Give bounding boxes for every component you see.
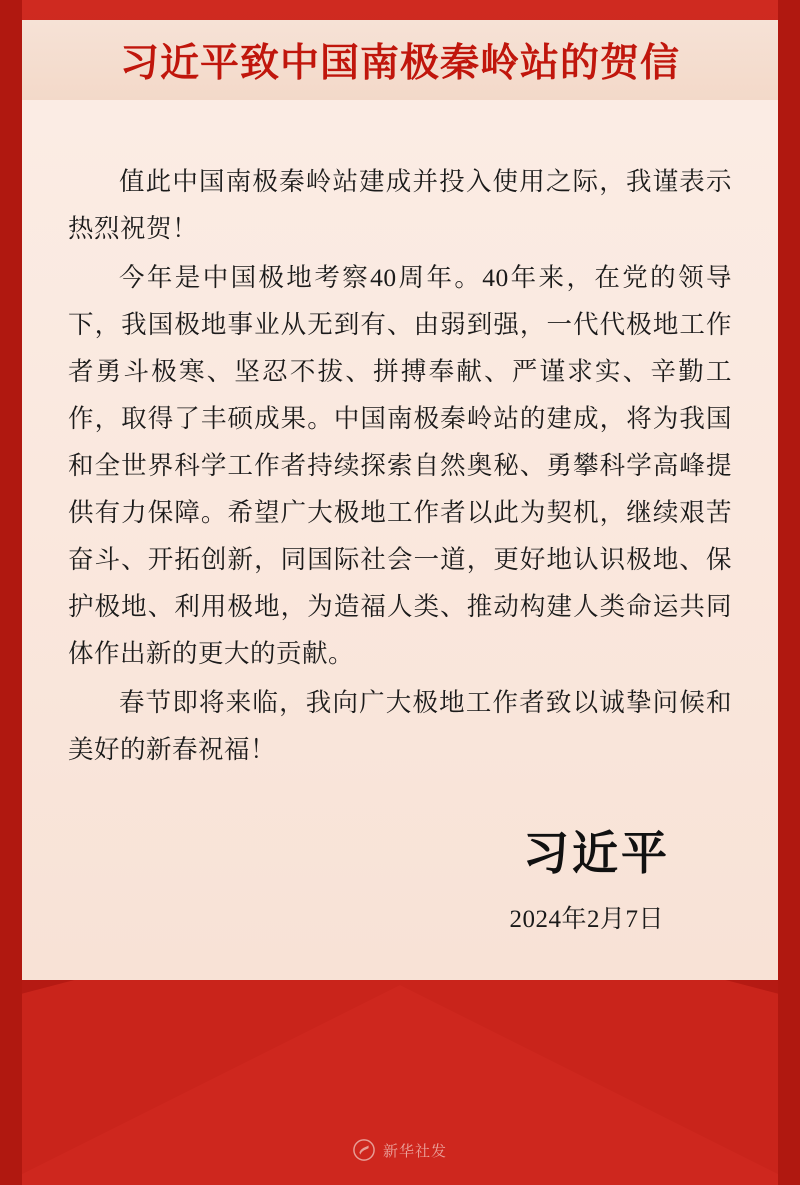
xinhua-logo-icon <box>353 1139 375 1161</box>
letter-paragraph-1: 值此中国南极秦岭站建成并投入使用之际，我谨表示热烈祝贺！ <box>68 167 732 243</box>
letter-paragraph-3: 春节即将来临，我向广大极地工作者致以诚挚问候和美好的新春祝福！ <box>68 688 732 764</box>
letter-sheet <box>22 100 778 980</box>
signature-name: 习近平 <box>523 826 670 880</box>
credit-text: 新华社发 <box>382 1141 447 1160</box>
border-right <box>778 0 800 1185</box>
border-left <box>0 0 22 1185</box>
title-band <box>22 20 778 100</box>
signature-date: 2024年2月7日 <box>509 906 664 933</box>
signature-block <box>68 817 732 935</box>
credit-line <box>0 1139 800 1161</box>
page-title: 习近平致中国南极秦岭站的贺信 <box>119 40 680 86</box>
letter-paragraph-2: 今年是中国极地考察40周年。40年来，在党的领导下，我国极地事业从无到有、由弱到强，一代代极地工作者勇斗极寒、坚忍不拔、拼搏奉献、严谨求实、辛勤工作，取得了丰硕成果。中国南极秦岭站的建成，将为我国和全世界科学工作者持续探索自然奥秘、勇攀科学高峰提供有力保障。希望广大极地工作者以此为契机，继续艰苦奋斗、开拓创新，同国际社会一道，更好地认识极地、保护极地、利用极地，为造福人类、推动构建人类命运共同体作出新的更大的贡献。 <box>68 263 732 668</box>
